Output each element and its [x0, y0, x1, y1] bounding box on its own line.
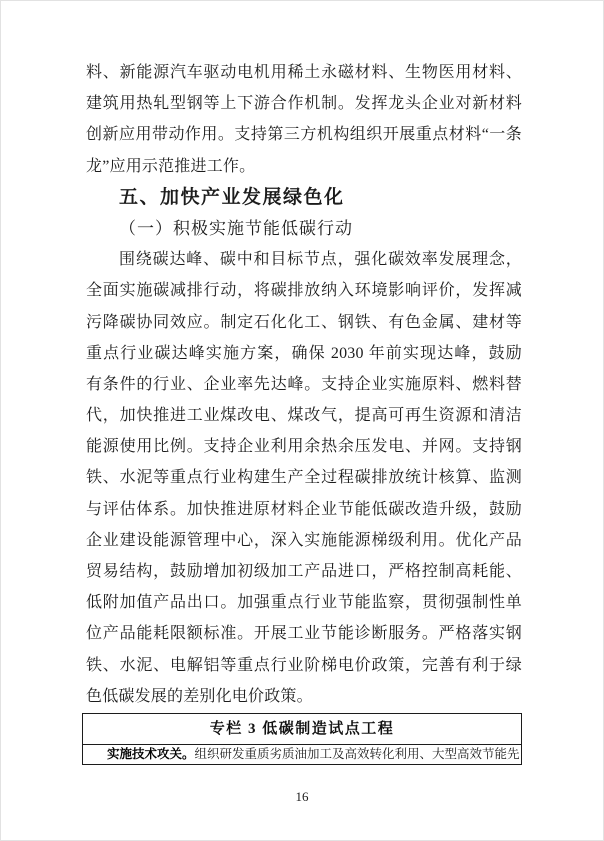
- panel-title: 专栏 3 低碳制造试点工程: [83, 714, 521, 745]
- text-line: 围绕碳达峰、碳中和目标节点，强化碳效率发展理念，: [119, 251, 522, 269]
- text-line: 建筑用热轧型钢等上下游合作机制。发挥龙头企业对新材料: [86, 95, 522, 113]
- text-line: 有条件的行业、企业率先达峰。支持企业实施原料、燃料替: [86, 375, 522, 393]
- text-line: 代，加快推进工业煤改电、煤改气，提高可再生资源和清洁: [86, 407, 522, 425]
- section-heading: 五、加快产业发展绿色化: [119, 186, 345, 208]
- text-line: 龙”应用示范推进工作。: [86, 157, 256, 175]
- text-block: [86, 57, 522, 712]
- text-line: 重点行业碳达峰实施方案，确保 2030 年前实现达峰，鼓励: [86, 344, 522, 362]
- text-line: 铁、水泥、电解铝等重点行业阶梯电价政策，完善有利于绿: [86, 656, 522, 674]
- panel-box: [82, 713, 522, 765]
- panel-body-text: 组织研发重质劣质油加工及高效转化利用、大型高效节能先: [194, 747, 520, 761]
- text-line: 铁、水泥等重点行业构建生产全过程碳排放统计核算、监测: [86, 469, 522, 487]
- text-line: 位产品能耗限额标准。开展工业节能诊断服务。严格落实钢: [86, 625, 522, 643]
- text-line: 能源使用比例。支持企业利用余热余压发电、并网。支持钢: [86, 438, 522, 456]
- text-line: 低附加值产品出口。加强重点行业节能监察，贯彻强制性单: [86, 594, 522, 612]
- text-line: 贸易结构，鼓励增加初级加工产品进口，严格控制高耗能、: [86, 563, 522, 580]
- panel-body-lead: 实施技术攻关。: [107, 747, 195, 761]
- page-number: 16: [295, 789, 309, 804]
- text-line: 全面实施碳减排行动，将碳排放纳入环境影响评价，发挥减: [86, 282, 522, 300]
- text-line: 与评估体系。加快推进原材料企业节能低碳改造升级，鼓励: [86, 500, 522, 518]
- text-line: 企业建设能源管理中心，深入实施能源梯级利用。优化产品: [86, 531, 522, 549]
- text-line: 污降碳协同效应。制定石化化工、钢铁、有色金属、建材等: [86, 313, 522, 331]
- text-line: 色低碳发展的差别化电价政策。: [86, 687, 313, 705]
- text-line: 创新应用带动作用。支持第三方机构组织开展重点材料“一条: [86, 126, 522, 144]
- section-subheading: （一）积极实施节能低碳行动: [119, 218, 353, 238]
- panel-body: [83, 745, 521, 764]
- text-line: 料、新能源汽车驱动电机用稀土永磁材料、生物医用材料、: [86, 64, 522, 81]
